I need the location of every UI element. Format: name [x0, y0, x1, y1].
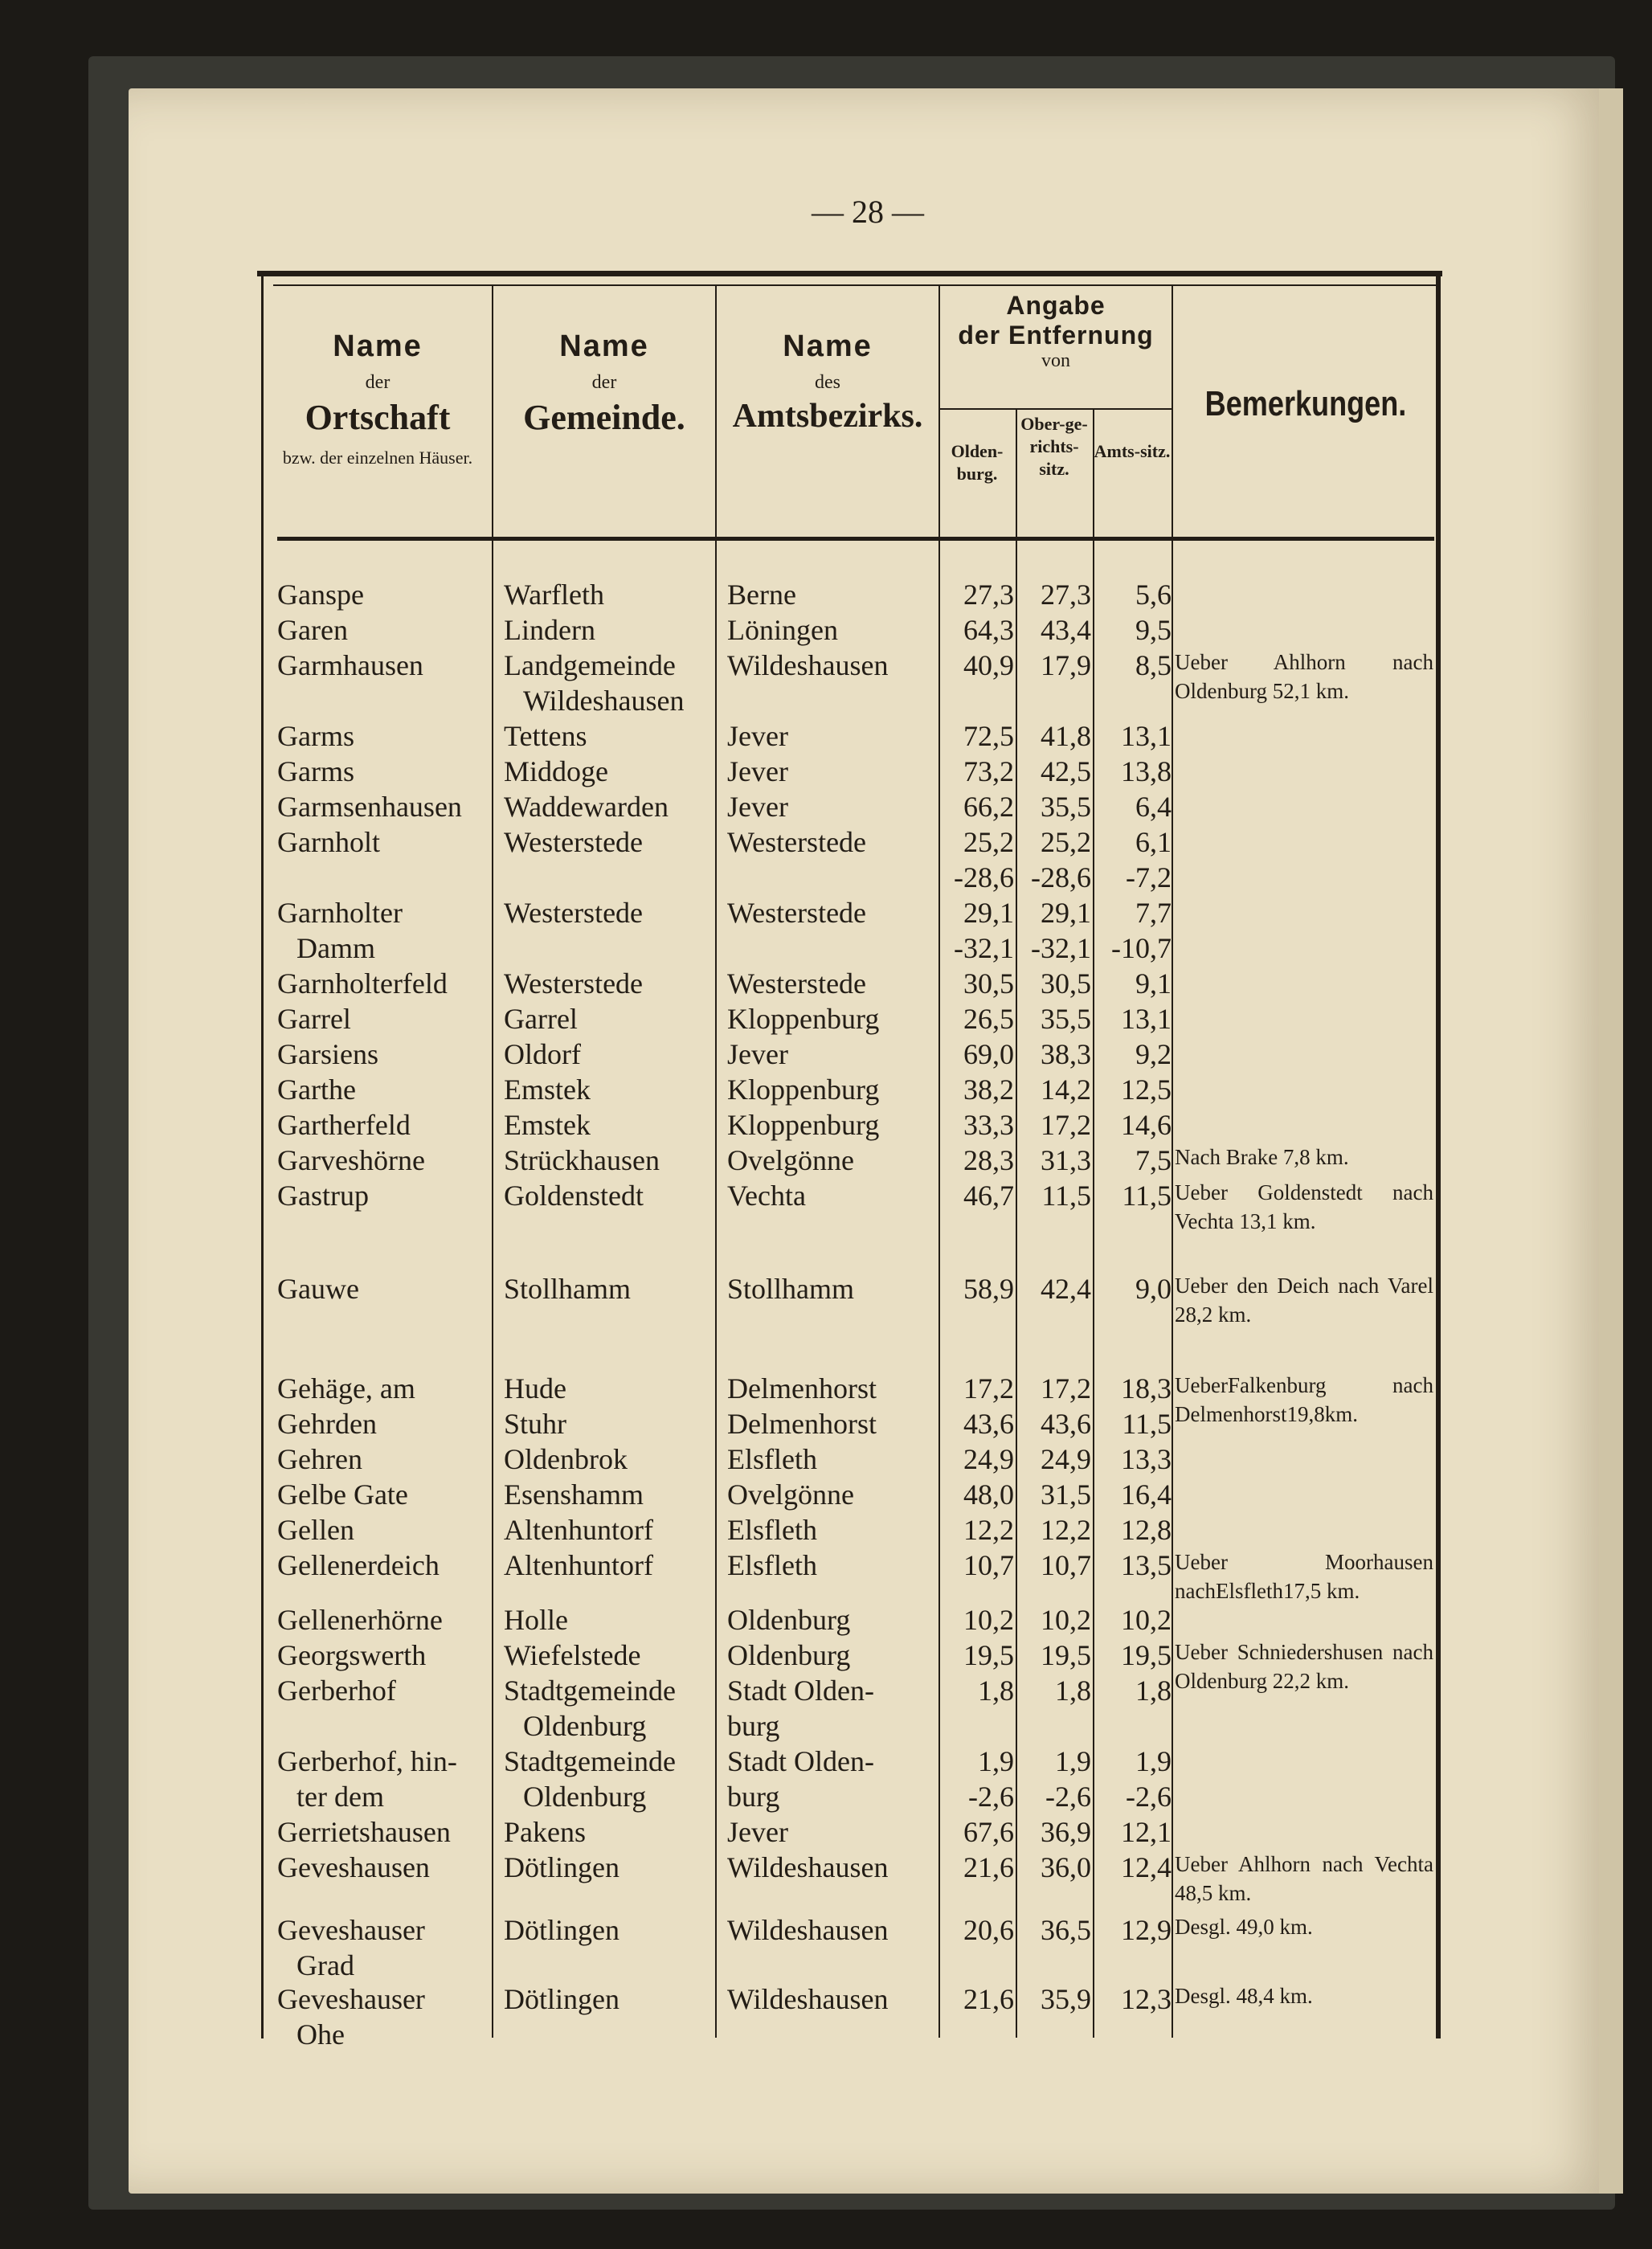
- header-obergerichtssitz: Ober-ge-richts-sitz.: [1020, 414, 1088, 479]
- place-name: Gellen: [277, 1514, 354, 1546]
- header-amtsbezirk-main: Amtsbezirks.: [732, 398, 923, 435]
- place-name: Garnholt: [277, 826, 380, 858]
- distance-amtssitz: 19,5: [1121, 1639, 1172, 1671]
- municipality-name: Wiefelstede: [504, 1639, 641, 1671]
- distance-amtssitz: 6,1: [1135, 826, 1172, 858]
- district-name: Westerstede: [727, 826, 867, 858]
- municipality-name: Holle: [504, 1604, 568, 1636]
- municipality-name: Tettens: [504, 720, 587, 752]
- district-name: Kloppenburg: [727, 1003, 880, 1035]
- municipality-name: Esenshamm: [504, 1478, 644, 1511]
- place-name: Gehrden: [277, 1408, 377, 1440]
- table-row: [0, 1271, 1652, 1327]
- header-amtsbezirk-title: Name: [783, 329, 873, 363]
- distance-amtssitz: 7,7: [1135, 897, 1172, 929]
- municipality-name: Oldenburg: [523, 1710, 647, 1742]
- table-row: [0, 966, 1652, 1001]
- place-name: Garnholter: [277, 897, 403, 929]
- distance-oldenburg: 67,6: [963, 1816, 1014, 1848]
- municipality-name: Waddewarden: [504, 791, 669, 823]
- distance-obergerichtssitz: 31,3: [1041, 1144, 1091, 1176]
- table-row: [0, 1072, 1652, 1107]
- table-row: [0, 577, 1652, 612]
- distance-amtssitz: 12,5: [1121, 1073, 1172, 1106]
- district-name: Jever: [727, 720, 788, 752]
- header-ortschaft: [265, 329, 490, 472]
- header-amtssitz: Amts-sitz.: [1094, 441, 1171, 461]
- district-name: Jever: [727, 791, 788, 823]
- district-name: Wildeshausen: [727, 1851, 889, 1883]
- distance-obergerichtssitz: 10,7: [1041, 1549, 1091, 1581]
- district-name: Löningen: [727, 614, 838, 646]
- header-ortschaft-main: Ortschaft: [305, 398, 451, 437]
- distance-obergerichtssitz: 24,9: [1041, 1443, 1091, 1475]
- distance-amtssitz: -7,2: [1126, 861, 1172, 893]
- district-name: Elsfleth: [727, 1514, 817, 1546]
- municipality-name: Warfleth: [504, 579, 605, 611]
- distance-obergerichtssitz: -28,6: [1031, 861, 1091, 893]
- distance-amtssitz: 5,6: [1135, 579, 1172, 611]
- place-name: Gerberhof, hin-: [277, 1745, 457, 1777]
- distance-oldenburg: 43,6: [963, 1408, 1014, 1440]
- place-name: Gastrup: [277, 1180, 369, 1212]
- header-entfernung-line1: Angabe: [1006, 291, 1106, 320]
- municipality-name: Westerstede: [504, 967, 644, 1000]
- distance-oldenburg: 29,1: [963, 897, 1014, 929]
- header-gemeinde-sub: der: [591, 372, 617, 393]
- distance-amtssitz: 8,5: [1135, 649, 1172, 681]
- district-name: Ovelgönne: [727, 1478, 854, 1511]
- distance-oldenburg: -32,1: [954, 932, 1014, 964]
- distance-oldenburg: 1,9: [978, 1745, 1014, 1777]
- table-row: [0, 1779, 1652, 1814]
- district-name: Jever: [727, 755, 788, 787]
- distance-obergerichtssitz: 38,3: [1041, 1038, 1091, 1070]
- table-row: [0, 1602, 1652, 1638]
- distance-obergerichtssitz: 10,2: [1041, 1604, 1091, 1636]
- distance-amtssitz: 9,2: [1135, 1038, 1172, 1070]
- distance-oldenburg: 19,5: [963, 1639, 1014, 1671]
- distance-obergerichtssitz: 17,2: [1041, 1372, 1091, 1405]
- header-entfernung-line3: von: [1041, 350, 1070, 371]
- district-name: Vechta: [727, 1180, 806, 1212]
- district-name: Ovelgönne: [727, 1144, 854, 1176]
- header-ortschaft-sub: der: [365, 372, 391, 393]
- district-name: Westerstede: [727, 967, 867, 1000]
- distance-oldenburg: 48,0: [963, 1478, 1014, 1511]
- municipality-name: Emstek: [504, 1109, 591, 1141]
- distance-oldenburg: 72,5: [963, 720, 1014, 752]
- distance-obergerichtssitz: -32,1: [1031, 932, 1091, 964]
- district-name: Delmenhorst: [727, 1408, 877, 1440]
- distance-oldenburg: 1,8: [978, 1674, 1014, 1707]
- district-name: Berne: [727, 579, 796, 611]
- distance-oldenburg: 10,2: [963, 1604, 1014, 1636]
- header-ortschaft-title: Name: [333, 329, 423, 363]
- distance-oldenburg: 66,2: [963, 791, 1014, 823]
- distance-oldenburg: 26,5: [963, 1003, 1014, 1035]
- distance-oldenburg: 58,9: [963, 1273, 1014, 1305]
- table-row: [0, 789, 1652, 824]
- table-row: [0, 1814, 1652, 1850]
- remark: Ueber Goldenstedt nach Vechta 13,1 km.: [1175, 1180, 1433, 1233]
- distance-oldenburg: 64,3: [963, 614, 1014, 646]
- distance-obergerichtssitz: 14,2: [1041, 1073, 1091, 1106]
- place-name: Garen: [277, 614, 348, 646]
- remark: Ueber Ahlhorn nach Vechta 48,5 km.: [1175, 1852, 1433, 1905]
- distance-amtssitz: 12,8: [1121, 1514, 1172, 1546]
- table-row: [0, 2017, 1652, 2052]
- district-name: Oldenburg: [727, 1639, 851, 1671]
- place-name: Grad: [296, 1949, 354, 1981]
- table-row: [0, 648, 1652, 703]
- district-name: Kloppenburg: [727, 1073, 880, 1106]
- table-row: [0, 824, 1652, 860]
- distance-amtssitz: 14,6: [1121, 1109, 1172, 1141]
- header-bemerkungen: Bemerkungen.: [1204, 384, 1407, 423]
- distance-amtssitz: 13,8: [1121, 755, 1172, 787]
- place-name: Garmsenhausen: [277, 791, 462, 823]
- place-name: Garmhausen: [277, 649, 423, 681]
- table-row: [0, 1477, 1652, 1512]
- place-name: Geveshausen: [277, 1851, 430, 1883]
- distance-obergerichtssitz: 35,9: [1041, 1983, 1091, 2015]
- distance-amtssitz: 1,8: [1135, 1674, 1172, 1707]
- municipality-name: Garrel: [504, 1003, 578, 1035]
- distance-amtssitz: 11,5: [1122, 1408, 1172, 1440]
- district-name: Westerstede: [727, 897, 867, 929]
- header-gemeinde: [493, 329, 715, 438]
- district-name: Kloppenburg: [727, 1109, 880, 1141]
- municipality-name: Pakens: [504, 1816, 586, 1848]
- district-name: Delmenhorst: [727, 1372, 877, 1405]
- place-name: Garveshörne: [277, 1144, 425, 1176]
- place-name: ter dem: [296, 1781, 384, 1813]
- remark: Ueber den Deich nach Varel 28,2 km.: [1175, 1274, 1433, 1327]
- municipality-name: Hude: [504, 1372, 566, 1405]
- table-row: [0, 1143, 1652, 1178]
- distance-oldenburg: 38,2: [963, 1073, 1014, 1106]
- municipality-name: Altenhuntorf: [504, 1514, 653, 1546]
- place-name: Garsiens: [277, 1038, 378, 1070]
- header-ortschaft-note: bzw. der einzelnen Häuser.: [282, 448, 473, 468]
- table-row: [0, 1107, 1652, 1143]
- municipality-name: Landgemeinde: [504, 649, 676, 681]
- distance-amtssitz: 11,5: [1122, 1180, 1172, 1212]
- distance-amtssitz: 12,9: [1121, 1914, 1172, 1946]
- distance-subheader-rule: [938, 408, 1172, 410]
- table-row: [0, 930, 1652, 966]
- remark: Ueber Schniedershusen nach Oldenburg 22,2 km.: [1175, 1640, 1433, 1693]
- district-name: Wildeshausen: [727, 1983, 889, 2015]
- place-name: Garrel: [277, 1003, 351, 1035]
- district-name: Wildeshausen: [727, 1914, 889, 1946]
- distance-obergerichtssitz: 30,5: [1041, 967, 1091, 1000]
- distance-obergerichtssitz: 42,4: [1041, 1273, 1091, 1305]
- header-entfernung-line2: der Entfernung: [958, 321, 1154, 350]
- table-row: [0, 895, 1652, 930]
- place-name: Gauwe: [277, 1273, 359, 1305]
- header-gemeinde-main: Gemeinde.: [523, 398, 685, 437]
- distance-oldenburg: 33,3: [963, 1109, 1014, 1141]
- district-name: Stadt Olden-: [727, 1674, 874, 1707]
- municipality-name: Stuhr: [504, 1408, 567, 1440]
- municipality-name: Goldenstedt: [504, 1180, 644, 1212]
- place-name: Garthe: [277, 1073, 356, 1106]
- place-name: Gerrietshausen: [277, 1816, 451, 1848]
- distance-amtssitz: 1,9: [1135, 1745, 1172, 1777]
- distance-oldenburg: 69,0: [963, 1038, 1014, 1070]
- distance-obergerichtssitz: 43,4: [1041, 614, 1091, 646]
- distance-obergerichtssitz: 35,5: [1041, 791, 1091, 823]
- header-oldenburg: Olden-burg.: [951, 441, 1004, 484]
- table-row: [0, 718, 1652, 754]
- place-name: Gerberhof: [277, 1674, 396, 1707]
- place-name: Damm: [296, 932, 375, 964]
- table-row: [0, 1178, 1652, 1233]
- distance-amtssitz: 18,3: [1121, 1372, 1172, 1405]
- distance-obergerichtssitz: 27,3: [1041, 579, 1091, 611]
- distance-amtssitz: -2,6: [1126, 1781, 1172, 1813]
- municipality-name: Strückhausen: [504, 1144, 660, 1176]
- distance-obergerichtssitz: 35,5: [1041, 1003, 1091, 1035]
- distance-oldenburg: 20,6: [963, 1914, 1014, 1946]
- place-name: Gartherfeld: [277, 1109, 411, 1141]
- table-row: [0, 1912, 1652, 1948]
- table-row: [0, 1850, 1652, 1905]
- municipality-name: Stadtgemeinde: [504, 1674, 676, 1707]
- distance-obergerichtssitz: 36,5: [1041, 1914, 1091, 1946]
- table-row: [0, 1001, 1652, 1037]
- place-name: Gehäge, am: [277, 1372, 415, 1405]
- distance-oldenburg: 21,6: [963, 1851, 1014, 1883]
- municipality-name: Westerstede: [504, 897, 644, 929]
- municipality-name: Oldenburg: [523, 1781, 647, 1813]
- municipality-name: Westerstede: [504, 826, 644, 858]
- remark: Nach Brake 7,8 km.: [1175, 1145, 1349, 1169]
- header-entfernung: [940, 291, 1172, 372]
- distance-oldenburg: 24,9: [963, 1443, 1014, 1475]
- distance-obergerichtssitz: 17,2: [1041, 1109, 1091, 1141]
- place-name: Gellenerhörne: [277, 1604, 443, 1636]
- distance-obergerichtssitz: 12,2: [1041, 1514, 1091, 1546]
- distance-obergerichtssitz: 36,0: [1041, 1851, 1091, 1883]
- municipality-name: Oldorf: [504, 1038, 581, 1070]
- municipality-name: Dötlingen: [504, 1914, 620, 1946]
- district-name: Jever: [727, 1038, 788, 1070]
- table-row: [0, 1981, 1652, 2017]
- municipality-name: Altenhuntorf: [504, 1549, 653, 1581]
- page-number: — 28 —: [812, 194, 924, 230]
- distance-oldenburg: 27,3: [963, 579, 1014, 611]
- distance-amtssitz: 9,0: [1135, 1273, 1172, 1305]
- header-bottom-rule: [277, 537, 1434, 541]
- remark: Ueber Ahlhorn nach Oldenburg 52,1 km.: [1175, 650, 1433, 703]
- distance-oldenburg: 21,6: [963, 1983, 1014, 2015]
- remark: Desgl. 48,4 km.: [1175, 1984, 1313, 2008]
- distance-amtssitz: 16,4: [1121, 1478, 1172, 1511]
- place-name: Garms: [277, 720, 354, 752]
- distance-obergerichtssitz: 36,9: [1041, 1816, 1091, 1848]
- distance-oldenburg: 28,3: [963, 1144, 1014, 1176]
- table-row: [0, 1708, 1652, 1744]
- distance-oldenburg: 12,2: [963, 1514, 1014, 1546]
- remark: Ueber Moorhausen nachElsfleth17,5 km.: [1175, 1550, 1433, 1603]
- table-row: [0, 1548, 1652, 1603]
- distance-oldenburg: 46,7: [963, 1180, 1014, 1212]
- distance-amtssitz: 9,1: [1135, 967, 1172, 1000]
- distance-amtssitz: 12,1: [1121, 1816, 1172, 1848]
- header-gemeinde-title: Name: [559, 329, 649, 363]
- distance-obergerichtssitz: 25,2: [1041, 826, 1091, 858]
- table-row: [0, 1512, 1652, 1548]
- table-row: [0, 1948, 1652, 1983]
- remark: Desgl. 49,0 km.: [1175, 1915, 1313, 1939]
- district-name: Elsfleth: [727, 1443, 817, 1475]
- place-name: Geveshauser: [277, 1914, 425, 1946]
- distance-oldenburg: -28,6: [954, 861, 1014, 893]
- municipality-name: Stollhamm: [504, 1273, 632, 1305]
- header-amtsbezirk-sub: des: [815, 372, 840, 393]
- header-amtsbezirk: [717, 329, 938, 435]
- distance-amtssitz: -10,7: [1111, 932, 1172, 964]
- municipality-name: Dötlingen: [504, 1983, 620, 2015]
- remark: UeberFalkenburg nach Delmenhorst19,8km.: [1175, 1373, 1433, 1426]
- distance-oldenburg: 10,7: [963, 1549, 1014, 1581]
- municipality-name: Lindern: [504, 614, 595, 646]
- distance-oldenburg: -2,6: [968, 1781, 1014, 1813]
- table-row: [0, 683, 1652, 718]
- district-name: Oldenburg: [727, 1604, 851, 1636]
- distance-amtssitz: 13,5: [1121, 1549, 1172, 1581]
- district-name: burg: [727, 1710, 780, 1742]
- distance-amtssitz: 13,1: [1121, 1003, 1172, 1035]
- distance-obergerichtssitz: 31,5: [1041, 1478, 1091, 1511]
- distance-obergerichtssitz: 19,5: [1041, 1639, 1091, 1671]
- distance-amtssitz: 12,4: [1121, 1851, 1172, 1883]
- place-name: Garms: [277, 755, 354, 787]
- place-name: Garnholterfeld: [277, 967, 448, 1000]
- table-top-rule: [257, 271, 1442, 276]
- distance-amtssitz: 9,5: [1135, 614, 1172, 646]
- municipality-name: Middoge: [504, 755, 608, 787]
- distance-amtssitz: 10,2: [1121, 1604, 1172, 1636]
- municipality-name: Emstek: [504, 1073, 591, 1106]
- table-row: [0, 1744, 1652, 1779]
- distance-amtssitz: 6,4: [1135, 791, 1172, 823]
- place-name: Ohe: [296, 2018, 345, 2051]
- distance-obergerichtssitz: 1,8: [1055, 1674, 1091, 1707]
- distance-obergerichtssitz: 17,9: [1041, 649, 1091, 681]
- distance-oldenburg: 40,9: [963, 649, 1014, 681]
- distance-amtssitz: 13,1: [1121, 720, 1172, 752]
- distance-amtssitz: 7,5: [1135, 1144, 1172, 1176]
- distance-obergerichtssitz: 42,5: [1041, 755, 1091, 787]
- district-name: Stadt Olden-: [727, 1745, 874, 1777]
- table-row: [0, 612, 1652, 648]
- distance-obergerichtssitz: 1,9: [1055, 1745, 1091, 1777]
- municipality-name: Wildeshausen: [523, 685, 685, 717]
- table-row: [0, 754, 1652, 789]
- place-name: Ganspe: [277, 579, 364, 611]
- district-name: Wildeshausen: [727, 649, 889, 681]
- table-row: [0, 1673, 1652, 1708]
- place-name: Geveshauser: [277, 1983, 425, 2015]
- district-name: Jever: [727, 1816, 788, 1848]
- distance-obergerichtssitz: 29,1: [1041, 897, 1091, 929]
- distance-amtssitz: 12,3: [1121, 1983, 1172, 2015]
- distance-amtssitz: 13,3: [1121, 1443, 1172, 1475]
- district-name: Elsfleth: [727, 1549, 817, 1581]
- district-name: Stollhamm: [727, 1273, 855, 1305]
- table-row: [0, 860, 1652, 895]
- municipality-name: Oldenbrok: [504, 1443, 628, 1475]
- distance-oldenburg: 30,5: [963, 967, 1014, 1000]
- municipality-name: Dötlingen: [504, 1851, 620, 1883]
- table-row: [0, 1441, 1652, 1477]
- place-name: Georgswerth: [277, 1639, 427, 1671]
- place-name: Gelbe Gate: [277, 1478, 408, 1511]
- distance-oldenburg: 25,2: [963, 826, 1014, 858]
- place-name: Gehren: [277, 1443, 362, 1475]
- distance-oldenburg: 73,2: [963, 755, 1014, 787]
- municipality-name: Stadtgemeinde: [504, 1745, 676, 1777]
- district-name: burg: [727, 1781, 780, 1813]
- distance-obergerichtssitz: 41,8: [1041, 720, 1091, 752]
- table-top-rule-thin: [273, 284, 1438, 286]
- table-row: [0, 1037, 1652, 1072]
- distance-oldenburg: 17,2: [963, 1372, 1014, 1405]
- distance-obergerichtssitz: 11,5: [1041, 1180, 1091, 1212]
- distance-obergerichtssitz: 43,6: [1041, 1408, 1091, 1440]
- table-row: [0, 1406, 1652, 1441]
- place-name: Gellenerdeich: [277, 1549, 440, 1581]
- distance-obergerichtssitz: -2,6: [1045, 1781, 1091, 1813]
